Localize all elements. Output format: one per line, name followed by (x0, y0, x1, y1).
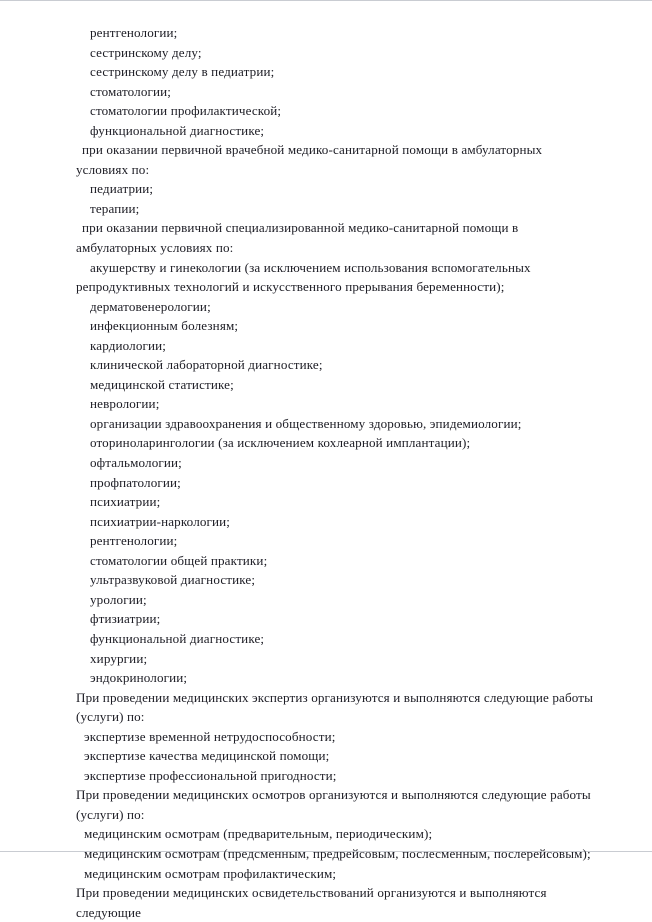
document-line: психиатрии-наркологии; (90, 513, 231, 529)
document-line: неврологии; (90, 396, 160, 412)
document-line: фтизиатрии; (90, 611, 161, 627)
document-line: При проведении медицинских освидетельствований организуются и выполняются следующие (76, 885, 551, 920)
document-line: стоматологии; (90, 83, 172, 99)
document-line: При проведении медицинских осмотров организуются и выполняются следующие работы (услуги) по: (76, 787, 595, 822)
document-line: инфекционным болезням; (90, 318, 239, 334)
document-line: терапии; (90, 200, 140, 216)
document-line: стоматологии профилактической; (90, 103, 282, 119)
document-line: экспертизе временной нетрудоспособности; (84, 728, 336, 744)
document-line: медицинским осмотрам (предварительным, периодическим); (84, 826, 433, 842)
document-line: сестринскому делу; (90, 44, 202, 60)
document-line: хирургии; (90, 650, 148, 666)
document-line: сестринскому делу в педиатрии; (90, 64, 275, 80)
document-line: клинической лабораторной диагностике; (90, 357, 323, 373)
document-line: экспертизе качества медицинской помощи; (84, 748, 330, 764)
document-line: педиатрии; (90, 181, 154, 197)
document-line: профпатологии; (90, 474, 181, 490)
document-line: психиатрии; (90, 494, 161, 510)
document-line: экспертизе профессиональной пригодности; (84, 767, 337, 783)
document-text-body (76, 23, 597, 922)
document-line: акушерству и гинекологии (за исключением использования вспомогательных репродуктивных технологий и искусственного прерывания беременности); (76, 259, 535, 295)
document-line: При проведении медицинских экспертиз организуются и выполняются следующие работы (услуги) по: (76, 689, 597, 725)
document-line: медицинской статистике; (90, 376, 234, 392)
document-line: эндокринологии; (90, 670, 188, 686)
document-line: рентгенологии; (90, 533, 178, 549)
document-line: медицинским осмотрам профилактическим; (84, 865, 337, 881)
document-line: организации здравоохранения и общественному здоровью, эпидемиологии; (90, 415, 522, 431)
document-line: при оказании первичной специализированной медико-санитарной помощи в амбулаторных условиях по: (76, 220, 522, 256)
document-line: урологии; (90, 591, 147, 607)
document-line: дерматовенерологии; (90, 298, 211, 314)
document-line: функциональной диагностике; (90, 122, 265, 138)
document-line: ультразвуковой диагностике; (90, 572, 256, 588)
document-line: стоматологии общей практики; (90, 552, 268, 568)
document-line: функциональной диагностике; (90, 630, 265, 646)
document-line: рентгенологии; (90, 25, 178, 40)
document-line: оториноларингологии (за исключением кохлеарной имплантации); (90, 435, 471, 451)
document-line: кардиологии; (90, 337, 167, 353)
document-line: при оказании первичной врачебной медико-санитарной помощи в амбулаторных условиях по: (76, 142, 546, 177)
document-line: офтальмологии; (90, 455, 182, 471)
document-line: медицинским осмотрам (предсменным, предрейсовым, послесменным, послерейсовым); (84, 845, 591, 861)
